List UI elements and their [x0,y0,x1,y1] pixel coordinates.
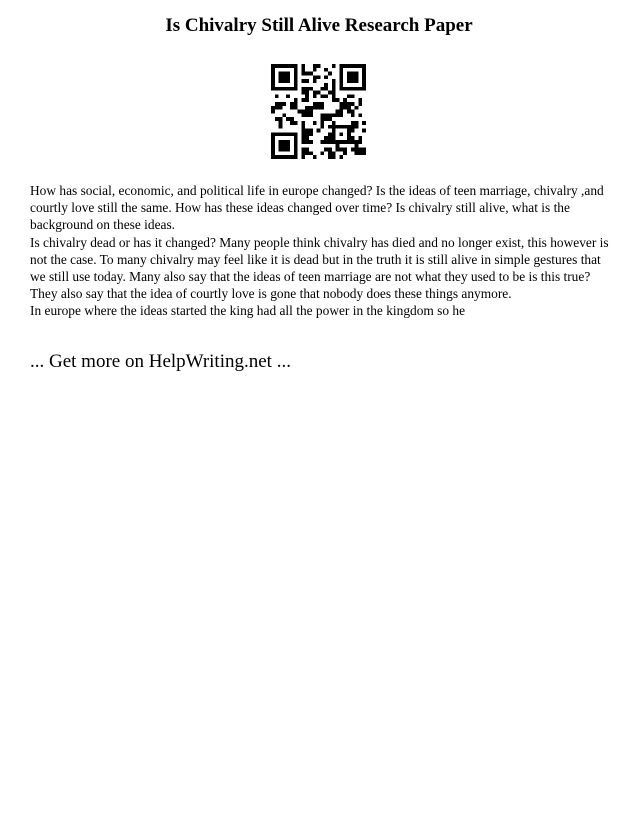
paragraph: In europe where the ideas started the king had all the power in the kingdom so he [30,303,466,319]
page-title: Is Chivalry Still Alive Research Paper [165,15,473,36]
paragraph: Is chivalry dead or has it changed? Many people think chivalry has died and no longer exist, this however is not the case. To many chivalry may feel like it is dead but in the truth it is still alive in simple gestures that we still use today. Many also say that the ideas of teen marriage are not what they used to be is this true? They also say that the idea of courtly love is gone that nobody does these things anymore. [30,234,609,302]
get-more-link[interactable]: ... Get more on HelpWriting.net ... [30,351,291,372]
article-body [30,182,614,320]
qr-code-icon [271,64,366,159]
paragraph: How has social, economic, and political life in europe changed? Is the ideas of teen marriage, chivalry ,and courtly love still the same. How has these ideas changed over time? Is chivalry still alive, what is the background on these ideas. [30,183,604,233]
